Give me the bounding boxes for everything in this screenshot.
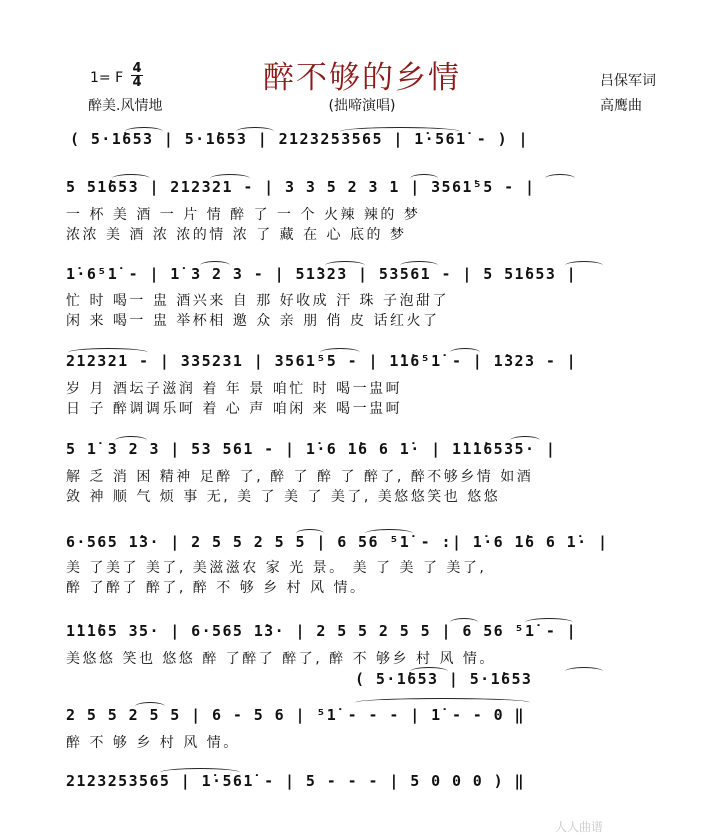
notation-line-3: 1̇·6⁵1̇ - | 1̇ 3 2 3 - | 51̇323 | 53561 - | 5 51̇653 |	[66, 265, 578, 283]
lyric-line-8: 敛 神 顺 气 烦 事 无, 美 了 美 了 美了, 美悠悠笑也 悠悠	[66, 489, 501, 505]
lyric-line-12: 醉 不 够 乡 村 风 情。	[66, 735, 240, 751]
lyric-line-11: 美悠悠 笑也 悠悠 醉 了醉了 醉了, 醉 不 够乡 村 风 情。	[66, 651, 496, 667]
time-signature-top: 4	[132, 61, 142, 76]
lyric-line-7: 解 乏 消 困 精神 足醉 了, 醉 了 醉 了 醉了, 醉不够乡情 如酒	[66, 469, 534, 485]
watermark: 人人曲谱	[555, 820, 604, 834]
notation-line-7: 1̇1̇1̇65 35· | 6·565 1̇3· | 2 5 5 2 5 5 | 6 56 ⁵1̇ - |	[66, 622, 578, 640]
lyric-line-4: 闲 来 喝一 盅 举杯相 邀 众 亲 朋 俏 皮 话红火了	[66, 313, 440, 329]
key-signature: 1= F	[90, 70, 124, 86]
lyric-line-1: 一 杯 美 酒 一 片 情 醉 了 一 个 火辣 辣的 梦	[66, 207, 421, 223]
notation-line-5: 5 1̇ 3 2 3 | 53 561 - | 1̇·6 1̇6 6 1̇· | 1̇1̇1̇6535· |	[66, 440, 557, 458]
lyricist-credit: 吕保军词	[600, 73, 656, 89]
lyric-line-2: 浓浓 美 酒 浓 浓的情 浓 了 藏 在 心 底的 梦	[66, 227, 407, 243]
tempo-mood: 醉美.风情地	[88, 98, 163, 114]
notation-line-6: 6·565 1̇3· | 2 5 5 2 5 5 | 6 56 ⁵1̇ - :| 1̇·6 1̇6 6 1̇· |	[66, 533, 609, 551]
notation-line-10: 2123253565 | 1̇·561̇ - | 5 - - - | 5 0 0 0 ) ‖	[66, 772, 525, 790]
notation-line-9: 2 5 5 2 5 5 | 6 - 5 6 | ⁵1̇ - - - | 1̇ - - 0 ‖	[66, 706, 525, 724]
notation-line-4: 212321 - | 335231 | 3561⁵5 - | 1̇1̇6⁵1̇ - | 1̇323 - |	[66, 352, 578, 370]
song-title: 醉不够的乡情	[263, 60, 461, 96]
lyric-line-10: 醉 了醉了 醉了, 醉 不 够 乡 村 风 情。	[66, 580, 367, 596]
singer-credit: (拙啼演唱)	[328, 98, 396, 114]
notation-line-1: ( 5·1̇653 | 5·1̇653 | 2123253565 | 1̇·561̇ - ) |	[70, 130, 529, 148]
notation-line-2: 5 51̇653 | 212321 - | 3 3 5 2 3 1 | 3561̇⁵5 - |	[66, 178, 536, 196]
time-signature-bottom: 4	[132, 75, 142, 90]
lyric-line-9: 美 了美了 美了, 美滋滋农 家 光 景。 美 了 美 了 美了,	[66, 560, 487, 576]
notation-line-8: ( 5·1̇653 | 5·1̇653	[355, 670, 533, 688]
composer-credit: 高鹰曲	[600, 98, 642, 114]
lyric-line-5: 岁 月 酒坛子滋润 着 年 景 咱忙 时 喝一盅呵	[66, 381, 403, 397]
lyric-line-6: 日 子 醉调调乐呵 着 心 声 咱闲 来 喝一盅呵	[66, 401, 403, 417]
lyric-line-3: 忙 时 喝一 盅 酒兴来 自 那 好收成 汗 珠 子泡甜了	[66, 293, 450, 309]
